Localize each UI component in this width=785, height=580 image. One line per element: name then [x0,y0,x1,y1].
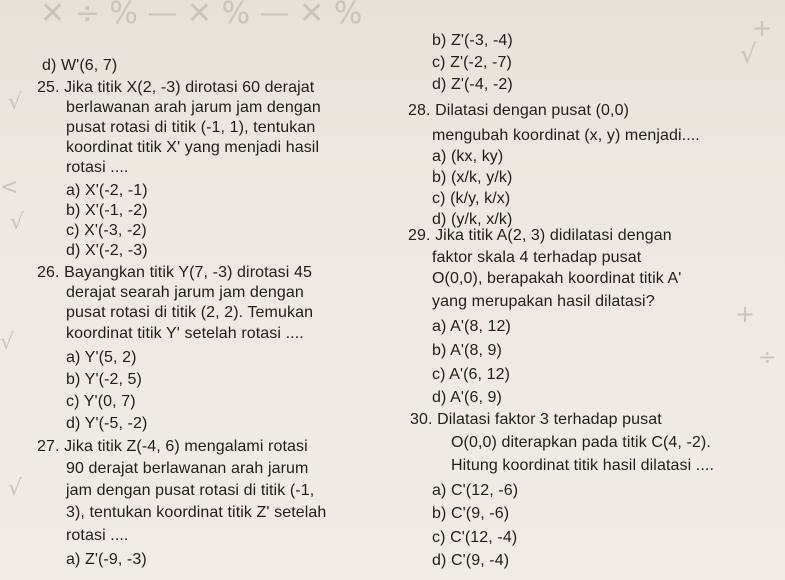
q30-option-a: a) C'(12, -6) [432,482,519,499]
q28-option-d: d) (y/k, x/k) [432,211,513,228]
q25-option-d: d) X'(-2, -3) [66,242,148,259]
background-doodle: + [735,300,756,328]
background-doodle: √ [8,476,23,501]
q29-option-b: b) A'(8, 9) [432,342,502,359]
q24-option-d: d) W'(6, 7) [42,57,118,74]
q26-option-d: d) Y'(-5, -2) [66,415,148,432]
q30-option-d: d) C'(9, -4) [432,552,510,569]
q25-line-1: 25. Jika titik X(2, -3) dirotasi 60 derajat [37,79,315,96]
q27-line-3: jam dengan pusat rotasi di titik (-1, [66,482,315,499]
q29-line-1: 29. Jika titik A(2, 3) didilatasi dengan [408,227,672,244]
q29-option-c: c) A'(6, 12) [432,366,511,383]
q28-option-c: c) (k/y, k/x) [432,190,511,207]
q25-option-b: b) X'(-1, -2) [66,202,148,219]
q26-option-a: a) Y'(5, 2) [66,349,137,366]
q25-line-2: berlawanan arah jarum jam dengan [66,99,321,116]
q25-line-4: koordinat titik X' yang menjadi hasil [66,139,320,156]
q28-line-1: 28. Dilatasi dengan pusat (0,0) [408,102,630,119]
q28-option-b: b) (x/k, y/k) [432,169,513,186]
background-doodle: √ [0,330,15,355]
q27-line-4: 3), tentukan koordinat titik Z' setelah [66,504,327,521]
q30-line-1: 30. Dilatasi faktor 3 terhadap pusat [410,411,662,428]
q29-option-d: d) A'(6, 9) [432,389,502,406]
q27-line-1: 27. Jika titik Z(-4, 6) mengalami rotasi [37,438,308,455]
background-doodle: √ [8,90,23,115]
q29-option-a: a) A'(8, 12) [432,318,511,335]
q25-option-c: c) X'(-3, -2) [66,222,147,239]
background-doodle: ÷ [758,345,777,370]
q27-option-c: c) Z'(-2, -7) [432,54,512,71]
q28-option-a: a) (kx, ky) [432,148,504,165]
q26-option-c: c) Y'(0, 7) [66,393,136,410]
q30-option-b: b) C'(9, -6) [432,505,510,522]
q29-line-3: O(0,0), berapakah koordinat titik A' [432,270,682,287]
background-doodle: < [0,175,19,200]
q30-line-3: Hitung koordinat titik hasil dilatasi .... [451,457,714,474]
q27-line-2: 90 derajat berlawanan arah jarum [66,460,309,477]
q27-option-d: d) Z'(-4, -2) [432,76,513,93]
q26-line-3: pusat rotasi di titik (2, 2). Temukan [66,304,314,321]
background-doodle: ✕ ÷ % — ✕ % — ✕ % [40,0,363,31]
q29-line-4: yang merupakan hasil dilatasi? [432,293,655,310]
q28-line-2: mengubah koordinat (x, y) menjadi.... [432,127,700,144]
q30-line-2: O(0,0) diterapkan pada titik C(4, -2). [451,434,711,451]
q30-option-c: c) C'(12, -4) [432,529,518,546]
background-doodle: √ [10,210,25,235]
q27-option-a: a) Z'(-9, -3) [66,551,147,568]
q26-line-1: 26. Bayangkan titik Y(7, -3) dirotasi 45 [37,264,312,281]
background-doodle: + [752,14,773,42]
background-doodle: √ [740,40,757,70]
q27-option-b: b) Z'(-3, -4) [432,32,513,49]
q25-option-a: a) X'(-2, -1) [66,182,148,199]
q25-line-5: rotasi .... [66,159,129,176]
q26-line-2: derajat searah jarum jam dengan [66,284,304,301]
q26-option-b: b) Y'(-2, 5) [66,371,142,388]
q26-line-4: koordinat titik Y' setelah rotasi .... [66,325,304,342]
q25-line-3: pusat rotasi di titik (-1, 1), tentukan [66,119,316,136]
q29-line-2: faktor skala 4 terhadap pusat [432,249,642,266]
q27-line-5: rotasi .... [66,527,129,544]
